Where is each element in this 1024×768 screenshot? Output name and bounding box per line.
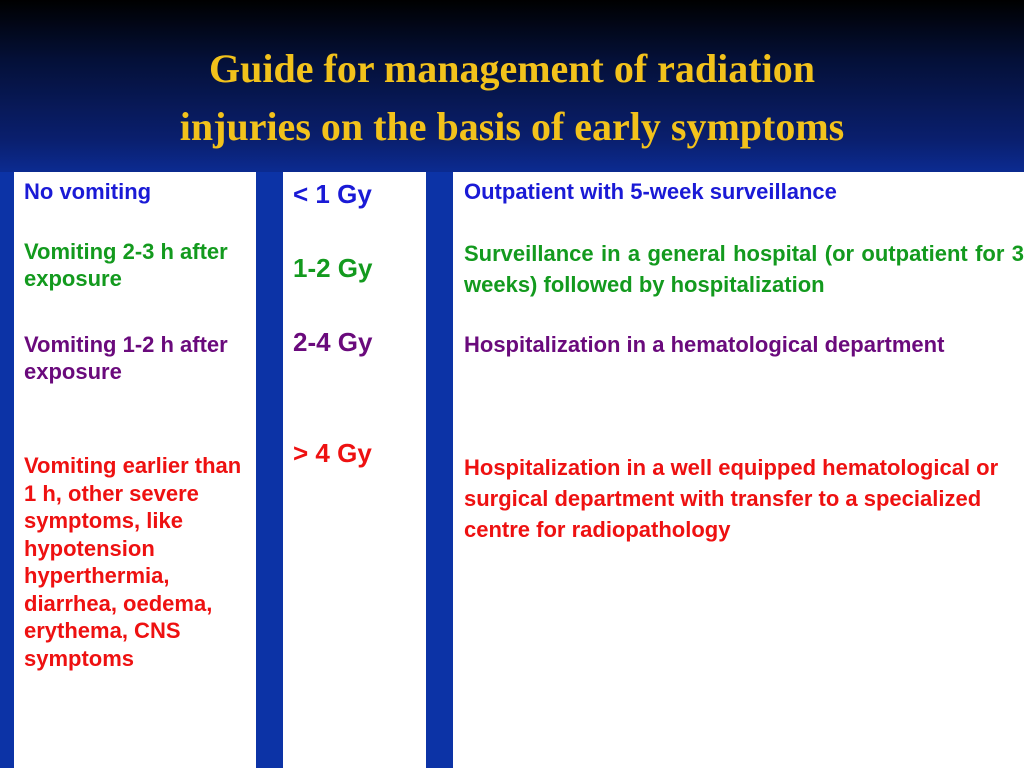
symptoms-column — [14, 172, 256, 768]
management-column — [453, 172, 1024, 768]
management-item: Surveillance in a general hospital (or outpatient for 3 weeks) followed by hospitalization — [464, 241, 1024, 297]
symptom-item: Vomiting 1-2 h after exposure — [24, 332, 228, 384]
slide-title — [0, 40, 1024, 156]
dose-item: < 1 Gy — [293, 179, 372, 209]
management-item: Hospitalization in a hematological department — [464, 332, 945, 357]
dose-item: 2-4 Gy — [293, 327, 373, 357]
dose-column — [283, 172, 426, 768]
symptom-item: Vomiting 2-3 h after exposure — [24, 239, 228, 291]
management-item: Outpatient with 5-week surveillance — [464, 179, 837, 204]
dose-item: 1-2 Gy — [293, 253, 373, 283]
separator-stripe-1 — [256, 172, 283, 768]
management-item: Hospitalization in a well equipped hematological or surgical department with transfer to a specialized centre for radiopathology — [464, 455, 999, 542]
separator-stripe-2 — [426, 172, 453, 768]
dose-item: > 4 Gy — [293, 438, 372, 468]
symptom-item: No vomiting — [24, 179, 152, 204]
title-line-1: Guide for management of radiation — [209, 46, 815, 91]
left-edge-stripe — [0, 172, 14, 768]
title-line-2: injuries on the basis of early symptoms — [179, 104, 845, 149]
symptom-item: Vomiting earlier than 1 h, other severe symptoms, like hypotension hyperthermia, diarrhea, oedema, erythema, CNS symptoms — [24, 453, 242, 671]
